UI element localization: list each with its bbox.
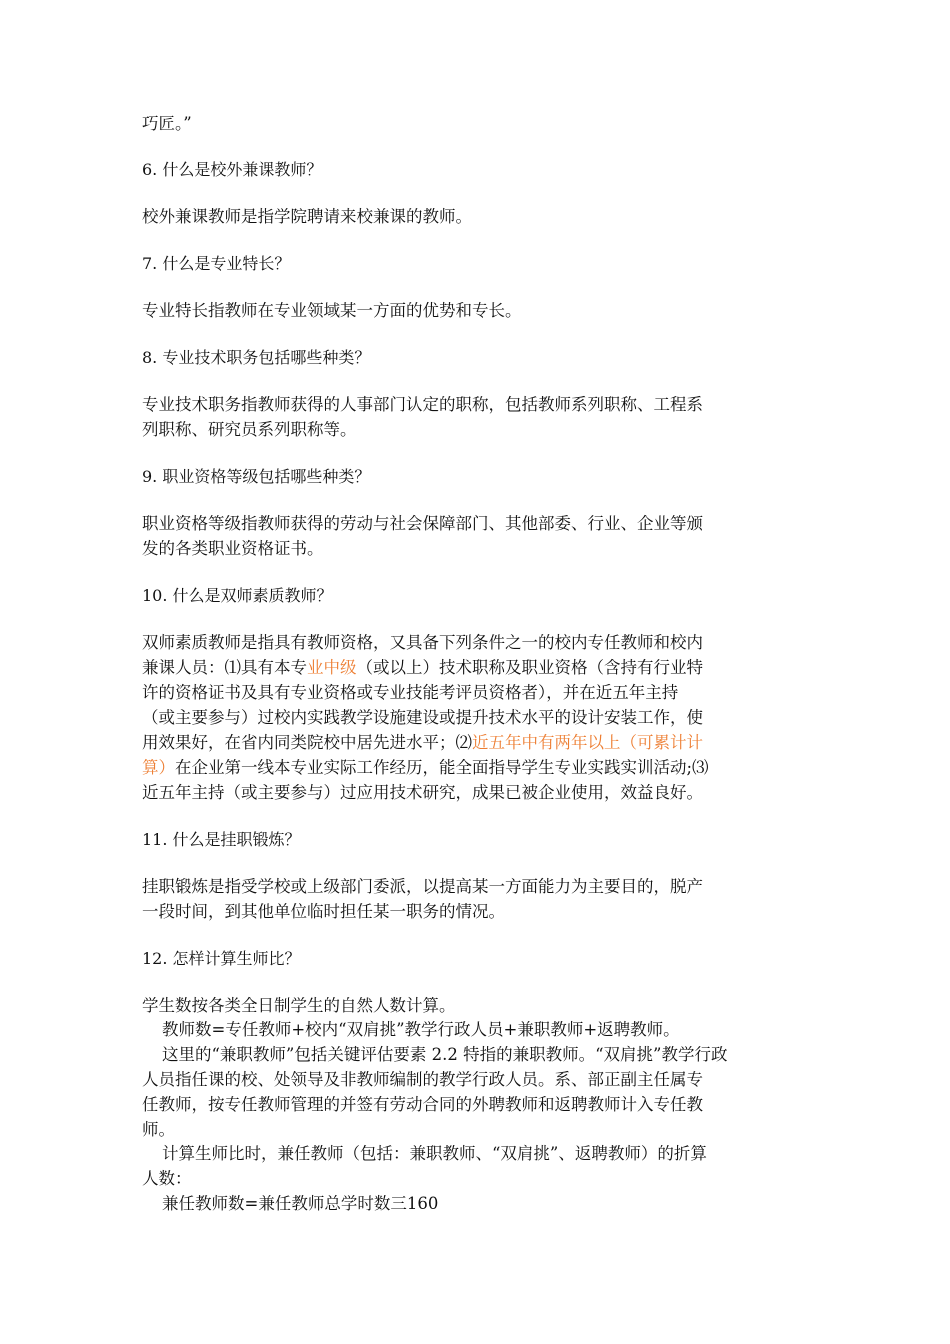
- highlighted-text: 业中级: [307, 658, 357, 677]
- answer-text: 专业技术职务指教师获得的人事部门认定的职称，包括教师系列职称、工程系: [142, 395, 703, 414]
- answer-text: [142, 731, 703, 755]
- answer-text: 职业资格等级指教师获得的劳动与社会保障部门、其他部委、行业、企业等颁: [142, 514, 703, 533]
- question-heading: 6. 什么是校外兼课教师？: [142, 160, 323, 179]
- answer-text: 计算生师比时，兼任教师（包括：兼职教师、“双肩挑”、返聘教师）的折算: [162, 1144, 707, 1163]
- answer-text: 列职称、研究员系列职称等。: [142, 420, 357, 439]
- question-heading: 7. 什么是专业特长？: [142, 254, 291, 273]
- answer-text: 人数：: [142, 1169, 192, 1188]
- answer-text: 学生数按各类全日制学生的自然人数计算。: [142, 996, 456, 1015]
- text-span: 兼课人员：⑴具有本专: [142, 658, 307, 677]
- question-heading: 8. 专业技术职务包括哪些种类？: [142, 348, 371, 367]
- answer-text: 挂职锻炼是指受学校或上级部门委派，以提高某一方面能力为主要目的，脱产: [142, 877, 703, 896]
- text-span: （或以上）技术职称及职业资格（含持有行业特: [356, 658, 703, 677]
- answer-text: （或主要参与）过校内实践教学设施建设或提升技术水平的设计安装工作，使: [142, 708, 703, 727]
- formula-text: 兼任教师数=兼任教师总学时数三160: [162, 1194, 439, 1213]
- answer-text: 人员指任课的校、处领导及非教师编制的教学行政人员。系、部正副主任属专: [142, 1070, 703, 1089]
- text-span: 在企业第一线本专业实际工作经历，能全面指导学生专业实践实训活动;⑶: [175, 758, 709, 777]
- question-heading: 9. 职业资格等级包括哪些种类？: [142, 467, 371, 486]
- answer-text: 双师素质教师是指具有教师资格，又具备下列条件之一的校内专任教师和校内: [142, 633, 703, 652]
- answer-text: 教师数=专任教师+校内“双肩挑”教学行政人员+兼职教师+返聘教师。: [162, 1020, 680, 1039]
- answer-text: 许的资格证书及具有专业资格或专业技能考评员资格者），并在近五年主持: [142, 683, 679, 702]
- question-heading: 10. 什么是双师素质教师？: [142, 586, 333, 605]
- highlighted-text: 算）: [142, 758, 175, 777]
- text-span: 用效果好，在省内同类院校中居先进水平；⑵: [142, 733, 472, 752]
- answer-text: 发的各类职业资格证书。: [142, 539, 324, 558]
- text-line: 巧匠。”: [142, 114, 192, 133]
- highlighted-text: 近五年中有两年以上（可累计计: [472, 733, 703, 752]
- answer-text: 任教师，按专任教师管理的并签有劳动合同的外聘教师和返聘教师计入专任教: [142, 1095, 703, 1114]
- answer-text: [142, 756, 709, 780]
- question-heading: 12. 怎样计算生师比？: [142, 949, 301, 968]
- answer-text: 专业特长指教师在专业领域某一方面的优势和专长。: [142, 301, 522, 320]
- answer-text: 校外兼课教师是指学院聘请来校兼课的教师。: [142, 207, 472, 226]
- answer-text: 师。: [142, 1120, 175, 1139]
- answer-text: [142, 656, 703, 680]
- answer-text: 一段时间，到其他单位临时担任某一职务的情况。: [142, 902, 505, 921]
- answer-text: 这里的“兼职教师”包括关键评估要素 2.2 特指的兼职教师。“双肩挑”教学行政: [162, 1045, 728, 1064]
- question-heading: 11. 什么是挂职锻炼？: [142, 830, 301, 849]
- answer-text: 近五年主持（或主要参与）过应用技术研究，成果已被企业使用，效益良好。: [142, 783, 703, 802]
